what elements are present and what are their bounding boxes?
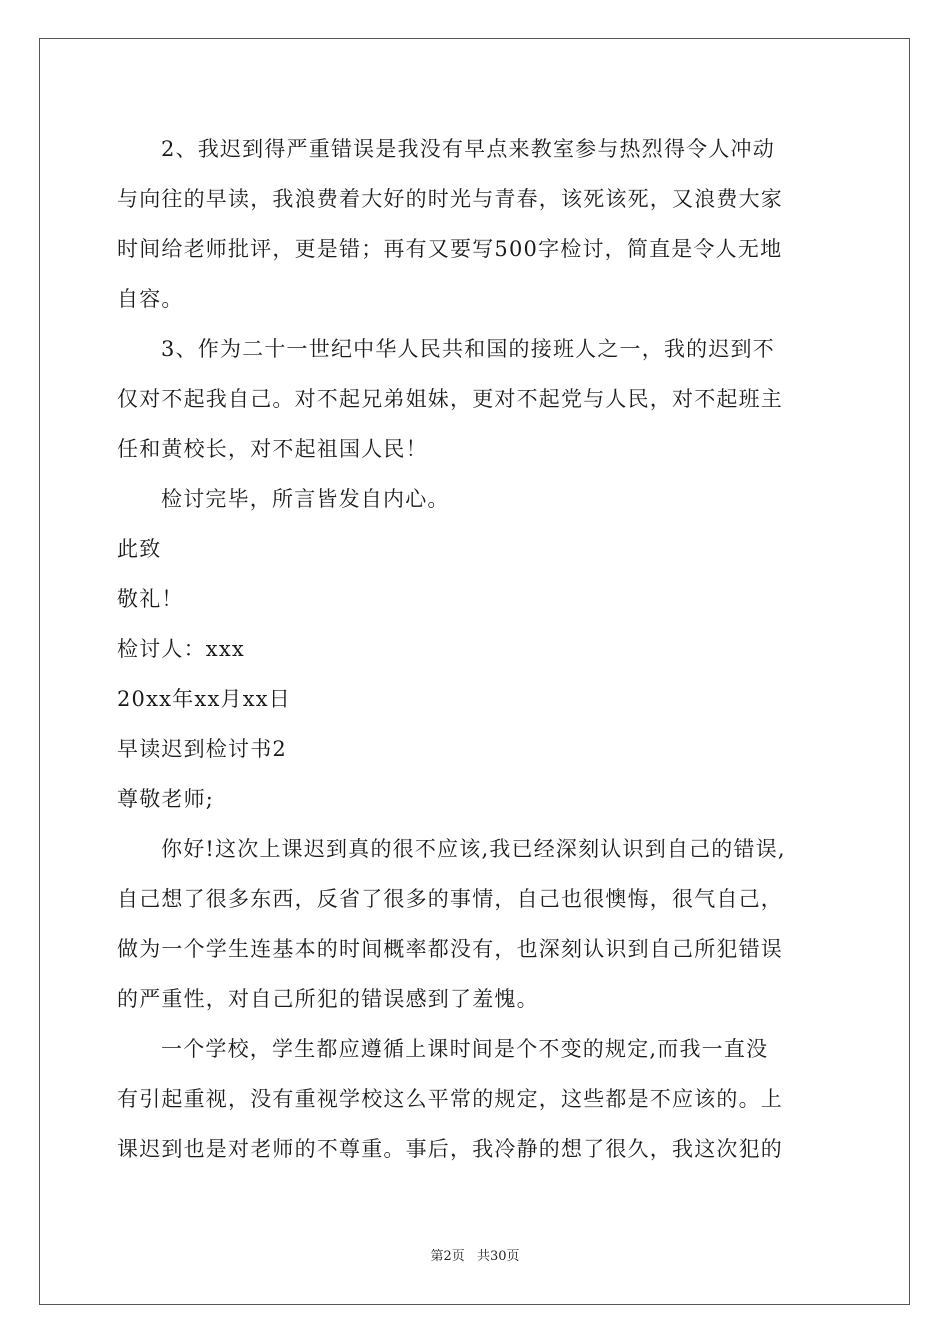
text-line: 仅对不起我自己。对不起兄弟姐妹，更对不起党与人民，对不起班主 xyxy=(117,387,783,411)
text-line: 你好!这次上课迟到真的很不应该,我已经深刻认识到自己的错误, xyxy=(161,837,786,861)
text-line: 自容。 xyxy=(117,287,184,311)
text-line: 时间给老师批评，更是错；再有又要写500字检讨，简直是令人无地 xyxy=(117,237,783,261)
text-line: 课迟到也是对老师的不尊重。事后，我冷静的想了很久，我这次犯的 xyxy=(117,1137,783,1161)
text-line: 自己想了很多东西，反省了很多的事情，自己也很懊悔，很气自己， xyxy=(117,887,783,911)
current-page-number: 第2页 xyxy=(430,1249,465,1264)
text-line: 检讨完毕，所言皆发自内心。 xyxy=(161,487,450,511)
page-footer xyxy=(0,1245,950,1264)
text-line: 与向往的早读，我浪费着大好的时光与青春，该死该死，又浪费大家 xyxy=(117,187,783,211)
salutation-line: 此致 xyxy=(117,537,162,561)
total-page-count: 共30页 xyxy=(476,1249,520,1264)
text-line: 的严重性，对自己所犯的错误感到了羞愧。 xyxy=(117,987,539,1011)
text-line: 任和黄校长，对不起祖国人民！ xyxy=(117,437,428,461)
greeting-line: 尊敬老师; xyxy=(117,787,215,811)
salutation-line: 敬礼！ xyxy=(117,587,184,611)
date-line: 20xx年xx月xx日 xyxy=(117,687,291,711)
text-line: 2、我迟到得严重错误是我没有早点来教室参与热烈得令人冲动 xyxy=(161,137,775,161)
text-line: 做为一个学生连基本的时间概率都没有，也深刻认识到自己所犯错误 xyxy=(117,937,783,961)
section-title: 早读迟到检讨书2 xyxy=(117,737,287,761)
text-line: 3、作为二十一世纪中华人民共和国的接班人之一，我的迟到不 xyxy=(161,337,775,361)
signature-line: 检讨人：xxx xyxy=(117,637,245,661)
text-line: 一个学校，学生都应遵循上课时间是个不变的规定,而我一直没 xyxy=(161,1037,769,1061)
text-line: 有引起重视，没有重视学校这么平常的规定，这些都是不应该的。上 xyxy=(117,1087,783,1111)
document-body xyxy=(117,124,837,1174)
